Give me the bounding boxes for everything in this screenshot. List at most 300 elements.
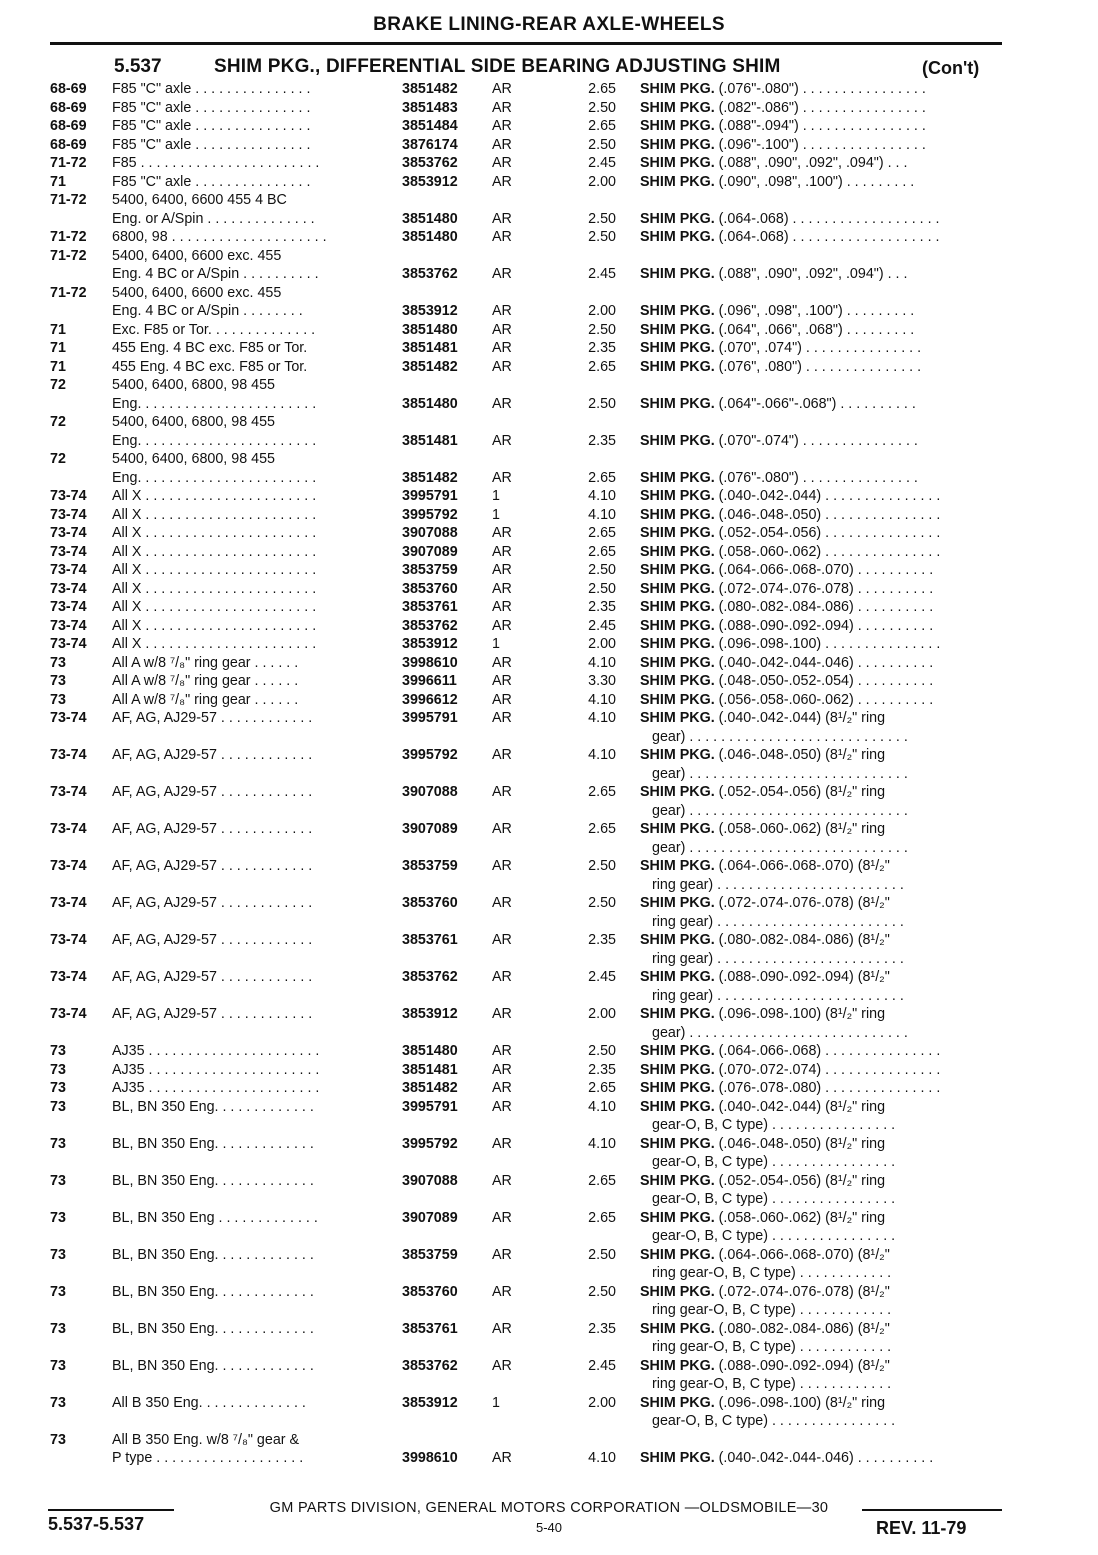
part-number-cell: 3907089 (402, 543, 458, 560)
description-cell (640, 543, 1004, 562)
table-row (0, 1079, 1098, 1098)
table-row (0, 654, 1098, 673)
part-number-cell: 3995791 (402, 488, 458, 504)
description-cell (640, 358, 1004, 377)
year-cell: 71-72 (50, 284, 87, 301)
quantity-cell: AR (492, 1061, 512, 1078)
application-cell: AF, AG, AJ29-57 . . . . . . . . . . . . (112, 895, 313, 911)
table-row-continuation (0, 1338, 1098, 1357)
list-price-cell: 2.50 (588, 562, 616, 578)
table-row (0, 487, 1098, 506)
description-label: SHIM PKG. (640, 932, 715, 948)
list-price-cell: 2.50 (588, 321, 616, 338)
description-cell (640, 598, 1004, 617)
description-text: ring gear-O, B, C type) . . . . . . . . . . . . (652, 1265, 892, 1281)
description-text: (.052-.054-.056) . . . . . . . . . . . . . . . (714, 525, 941, 541)
part-number-cell: 3853760 (402, 580, 458, 597)
description-label: SHIM PKG. (640, 358, 715, 375)
year-cell: 72 (50, 377, 66, 393)
description-cell (640, 561, 1004, 580)
description-cell (652, 1024, 1016, 1043)
description-cell (652, 1116, 1016, 1135)
table-row (0, 1042, 1098, 1061)
table-row (0, 783, 1098, 802)
description-text: (.096", .098", .100") . . . . . . . . . (714, 303, 915, 319)
year-cell: 73-74 (50, 784, 87, 800)
year-cell: 68-69 (50, 81, 87, 97)
description-label: SHIM PKG. (640, 1283, 715, 1300)
description-text: (.096"-.100") . . . . . . . . . . . . . . . . (714, 136, 926, 153)
quantity-cell: AR (492, 1006, 512, 1022)
table-row (0, 1172, 1098, 1191)
year-cell: 71-72 (50, 247, 87, 264)
quantity-cell: AR (492, 340, 512, 356)
quantity-cell: AR (492, 321, 512, 338)
part-number-cell: 3853761 (402, 599, 458, 615)
table-row (0, 339, 1098, 358)
description-text: (.040-.042-.044) . . . . . . . . . . . . . . . (714, 488, 941, 504)
list-price-cell: 4.10 (588, 691, 616, 708)
quantity-cell: AR (492, 1209, 512, 1226)
table-row (0, 617, 1098, 636)
description-cell (640, 1061, 1004, 1080)
description-text: (.046-.048-.050) (8¹/₂" ring (714, 1135, 886, 1152)
section-continued: (Con't) (922, 58, 980, 78)
part-number-cell: 3851483 (402, 99, 458, 116)
year-cell: 71 (50, 358, 66, 375)
list-price-cell: 2.65 (588, 1172, 616, 1189)
quantity-cell: AR (492, 858, 512, 874)
description-cell (640, 80, 1004, 99)
description-label: SHIM PKG. (640, 580, 715, 597)
description-text: (.088", .090", .092", .094") . . . (714, 266, 908, 282)
description-label: SHIM PKG. (640, 210, 715, 227)
table-row (0, 635, 1098, 654)
application-cell: F85 "C" axle . . . . . . . . . . . . . . . (112, 81, 311, 97)
application-cell: 455 Eng. 4 BC exc. F85 or Tor. (112, 340, 308, 356)
description-cell (640, 691, 1004, 710)
description-text: (.080-.082-.084-.086) (8¹/₂" (714, 1320, 890, 1337)
application-cell: Eng. 4 BC or A/Spin . . . . . . . . . . (112, 266, 319, 282)
description-text: gear) . . . . . . . . . . . . . . . . . . . . . . . . . . . . (652, 728, 908, 745)
part-number-cell: 3907089 (402, 1209, 458, 1226)
application-cell: Eng. . . . . . . . . . . . . . . . . . . . . . . (112, 469, 317, 486)
application-cell: Eng. or A/Spin . . . . . . . . . . . . . . (112, 210, 315, 227)
quantity-cell: AR (492, 118, 512, 134)
description-text: (.096-.098-.100) (8¹/₂" ring (714, 1006, 886, 1022)
description-text: (.082"-.086") . . . . . . . . . . . . . . . . (714, 99, 926, 116)
quantity-cell: 1 (492, 488, 500, 504)
description-cell (640, 339, 1004, 358)
year-cell: 73 (50, 1043, 66, 1059)
application-cell: BL, BN 350 Eng. . . . . . . . . . . . . (112, 1098, 314, 1115)
description-label: SHIM PKG. (640, 617, 715, 634)
description-label: SHIM PKG. (640, 488, 715, 504)
description-label: SHIM PKG. (640, 858, 715, 874)
part-number-cell: 3851480 (402, 229, 458, 245)
description-cell (640, 746, 1004, 765)
application-cell: All X . . . . . . . . . . . . . . . . . . . . . . (112, 617, 317, 634)
table-row (0, 1431, 1098, 1450)
description-text: (.064-.068) . . . . . . . . . . . . . . . . . . . (714, 229, 940, 245)
list-price-cell: 2.45 (588, 155, 616, 171)
application-cell: Eng. . . . . . . . . . . . . . . . . . . . . . . (112, 432, 317, 449)
list-price-cell: 2.35 (588, 340, 616, 356)
application-cell: BL, BN 350 Eng. . . . . . . . . . . . . (112, 1172, 314, 1189)
part-number-cell: 3998610 (402, 654, 458, 671)
table-row-continuation (0, 876, 1098, 895)
part-number-cell: 3998610 (402, 1450, 458, 1466)
application-cell: AF, AG, AJ29-57 . . . . . . . . . . . . (112, 784, 313, 800)
table-row (0, 432, 1098, 451)
application-cell: All X . . . . . . . . . . . . . . . . . . . . . . (112, 525, 317, 541)
part-number-cell: 3907089 (402, 821, 458, 837)
list-price-cell: 2.50 (588, 580, 616, 597)
description-cell (640, 524, 1004, 543)
description-text: ring gear-O, B, C type) . . . . . . . . . . . . (652, 1376, 892, 1392)
year-cell: 73 (50, 691, 66, 708)
quantity-cell: AR (492, 303, 512, 319)
list-price-cell: 4.10 (588, 747, 616, 763)
table-row-continuation (0, 1190, 1098, 1209)
quantity-cell: AR (492, 969, 512, 985)
description-label: SHIM PKG. (640, 1357, 715, 1374)
description-cell (640, 469, 1004, 488)
quantity-cell: AR (492, 895, 512, 911)
description-text: (.058-.060-.062) (8¹/₂" ring (714, 821, 886, 837)
list-price-cell: 2.50 (588, 895, 616, 911)
quantity-cell: AR (492, 617, 512, 634)
year-cell: 72 (50, 451, 66, 467)
description-label: SHIM PKG. (640, 1320, 715, 1337)
year-cell: 71 (50, 340, 66, 356)
description-text: (.064-.066-.068) . . . . . . . . . . . . . . . (714, 1043, 941, 1059)
table-row (0, 191, 1098, 210)
description-cell (652, 950, 1016, 969)
description-cell (640, 635, 1004, 654)
quantity-cell: 1 (492, 1394, 500, 1411)
table-row (0, 80, 1098, 99)
description-label: SHIM PKG. (640, 469, 715, 486)
description-text: (.076", .080") . . . . . . . . . . . . . . . (714, 358, 922, 375)
description-label: SHIM PKG. (640, 229, 715, 245)
description-text: (.040-.042-.044-.046) . . . . . . . . . . (714, 1450, 934, 1466)
description-label: SHIM PKG. (640, 895, 715, 911)
part-number-cell: 3853761 (402, 1320, 458, 1337)
description-label: SHIM PKG. (640, 432, 715, 449)
description-text: gear-O, B, C type) . . . . . . . . . . . . . . . . (652, 1413, 896, 1429)
application-cell: Exc. F85 or Tor. . . . . . . . . . . . . . (112, 321, 316, 338)
quantity-cell: AR (492, 599, 512, 615)
year-cell: 73 (50, 1098, 66, 1115)
table-row (0, 709, 1098, 728)
application-cell: AJ35 . . . . . . . . . . . . . . . . . . . . . . (112, 1043, 320, 1059)
list-price-cell: 2.35 (588, 932, 616, 948)
description-text: (.040-.042-.044-.046) . . . . . . . . . . (714, 654, 934, 671)
year-cell: 71 (50, 321, 66, 338)
table-row-continuation (0, 1412, 1098, 1431)
application-cell: BL, BN 350 Eng. . . . . . . . . . . . . (112, 1135, 314, 1152)
application-cell: AF, AG, AJ29-57 . . . . . . . . . . . . (112, 710, 313, 726)
description-text: (.072-.074-.076-.078) (8¹/₂" (714, 895, 890, 911)
table-row (0, 136, 1098, 155)
quantity-cell: AR (492, 99, 512, 116)
table-row (0, 1357, 1098, 1376)
description-label: SHIM PKG. (640, 969, 715, 985)
description-label: SHIM PKG. (640, 1135, 715, 1152)
year-cell: 73-74 (50, 747, 87, 763)
table-row-continuation (0, 1024, 1098, 1043)
application-cell: All X . . . . . . . . . . . . . . . . . . . . . . (112, 636, 317, 652)
application-cell: BL, BN 350 Eng. . . . . . . . . . . . . (112, 1283, 314, 1300)
quantity-cell: 1 (492, 636, 500, 652)
description-cell (640, 228, 1004, 247)
quantity-cell: AR (492, 543, 512, 560)
table-row-continuation (0, 1301, 1098, 1320)
description-cell (652, 1375, 1016, 1394)
table-row (0, 1320, 1098, 1339)
year-cell: 72 (50, 414, 66, 430)
description-text: gear-O, B, C type) . . . . . . . . . . . . . . . . (652, 1191, 896, 1207)
quantity-cell: AR (492, 173, 512, 190)
part-number-cell: 3853759 (402, 1246, 458, 1263)
application-cell: All X . . . . . . . . . . . . . . . . . . . . . . (112, 580, 317, 597)
part-number-cell: 3995792 (402, 506, 458, 523)
year-cell: 73-74 (50, 580, 87, 597)
description-text: (.096-.098-.100) . . . . . . . . . . . . . . . (714, 636, 941, 652)
application-cell: All X . . . . . . . . . . . . . . . . . . . . . . (112, 562, 317, 578)
part-number-cell: 3907088 (402, 525, 458, 541)
table-row (0, 154, 1098, 173)
application-cell: AF, AG, AJ29-57 . . . . . . . . . . . . (112, 821, 313, 837)
year-cell: 71-72 (50, 192, 87, 208)
description-cell (640, 709, 1004, 728)
table-row (0, 1209, 1098, 1228)
part-number-cell: 3851481 (402, 1061, 458, 1078)
quantity-cell: AR (492, 673, 512, 689)
description-text: (.088"-.094") . . . . . . . . . . . . . . . . (714, 118, 926, 134)
quantity-cell: AR (492, 1246, 512, 1263)
quantity-cell: 1 (492, 506, 500, 523)
application-cell: All A w/8 ⁷/₈" ring gear . . . . . . (112, 654, 299, 671)
description-cell (652, 1153, 1016, 1172)
description-text: gear-O, B, C type) . . . . . . . . . . . . . . . . (652, 1228, 896, 1244)
year-cell: 73 (50, 1357, 66, 1374)
description-text: (.076"-.080") . . . . . . . . . . . . . . . . (714, 81, 926, 97)
description-cell (640, 1357, 1004, 1376)
description-label: SHIM PKG. (640, 1394, 715, 1411)
application-cell: BL, BN 350 Eng. . . . . . . . . . . . . (112, 1246, 314, 1263)
description-label: SHIM PKG. (640, 784, 715, 800)
description-cell (640, 1005, 1004, 1024)
description-cell (640, 1283, 1004, 1302)
description-label: SHIM PKG. (640, 821, 715, 837)
table-row (0, 321, 1098, 340)
description-label: SHIM PKG. (640, 1061, 715, 1078)
part-number-cell: 3853912 (402, 1394, 458, 1411)
year-cell: 68-69 (50, 136, 87, 153)
part-number-cell: 3876174 (402, 136, 458, 153)
application-cell: AF, AG, AJ29-57 . . . . . . . . . . . . (112, 747, 313, 763)
list-price-cell: 4.10 (588, 1135, 616, 1152)
part-number-cell: 3853912 (402, 173, 458, 190)
table-row-continuation (0, 802, 1098, 821)
table-row (0, 376, 1098, 395)
application-cell: Eng. 4 BC or A/Spin . . . . . . . . (112, 303, 303, 319)
year-cell: 68-69 (50, 118, 87, 134)
description-cell (640, 1172, 1004, 1191)
description-label: SHIM PKG. (640, 1450, 715, 1466)
description-label: SHIM PKG. (640, 654, 715, 671)
table-row (0, 931, 1098, 950)
quantity-cell: AR (492, 1080, 512, 1096)
description-cell (640, 117, 1004, 136)
description-label: SHIM PKG. (640, 1080, 715, 1096)
description-text: (.080-.082-.084-.086) . . . . . . . . . . (714, 599, 934, 615)
description-text: (.064"-.066"-.068") . . . . . . . . . . (714, 395, 916, 412)
application-cell: 5400, 6400, 6800, 98 455 (112, 451, 275, 467)
description-text: (.076"-.080") . . . . . . . . . . . . . . . (714, 469, 918, 486)
section-number: 5.537 (114, 56, 162, 77)
year-cell: 73 (50, 1061, 66, 1078)
list-price-cell: 2.50 (588, 1246, 616, 1263)
description-text: (.064-.068) . . . . . . . . . . . . . . . . . . . (714, 210, 940, 227)
description-text: (.052-.054-.056) (8¹/₂" ring (714, 1172, 886, 1189)
table-row (0, 395, 1098, 414)
list-price-cell: 2.65 (588, 784, 616, 800)
description-cell (640, 968, 1004, 987)
description-cell (652, 1301, 1016, 1320)
list-price-cell: 4.10 (588, 710, 616, 726)
quantity-cell: AR (492, 654, 512, 671)
description-cell (640, 857, 1004, 876)
list-price-cell: 2.65 (588, 543, 616, 560)
description-cell (640, 99, 1004, 118)
part-number-cell: 3851482 (402, 1080, 458, 1096)
year-cell: 73-74 (50, 543, 87, 560)
quantity-cell: AR (492, 1357, 512, 1374)
list-price-cell: 2.65 (588, 358, 616, 375)
table-row (0, 1061, 1098, 1080)
list-price-cell: 2.35 (588, 432, 616, 449)
description-cell (652, 1412, 1016, 1431)
year-cell: 73-74 (50, 895, 87, 911)
part-number-cell: 3851481 (402, 432, 458, 449)
description-cell (640, 1449, 1004, 1468)
description-text: (.088-.090-.092-.094) (8¹/₂" (714, 1357, 890, 1374)
part-number-cell: 3995791 (402, 710, 458, 726)
application-cell: All X . . . . . . . . . . . . . . . . . . . . . . (112, 599, 317, 615)
table-row (0, 1394, 1098, 1413)
description-text: (.064-.066-.068-.070) (8¹/₂" (714, 1246, 890, 1263)
description-text: (.070"-.074") . . . . . . . . . . . . . . . (714, 432, 918, 449)
description-cell (640, 265, 1004, 284)
description-cell (652, 876, 1016, 895)
part-number-cell: 3996611 (402, 673, 457, 689)
part-number-cell: 3853759 (402, 858, 458, 874)
application-cell: 5400, 6400, 6600 exc. 455 (112, 247, 282, 264)
section-title: SHIM PKG., DIFFERENTIAL SIDE BEARING ADJUSTING SHIM (214, 56, 781, 77)
quantity-cell: AR (492, 747, 512, 763)
description-cell (640, 154, 1004, 173)
description-cell (640, 894, 1004, 913)
description-cell (652, 1264, 1016, 1283)
description-text: (.070-.072-.074) . . . . . . . . . . . . . . . (714, 1061, 941, 1078)
part-number-cell: 3995791 (402, 1098, 458, 1115)
part-number-cell: 3853912 (402, 636, 458, 652)
description-cell (640, 395, 1004, 414)
description-text: (.040-.042-.044) (8¹/₂" ring (714, 710, 886, 726)
quantity-cell: AR (492, 691, 512, 708)
description-text: (.064-.066-.068-.070) (8¹/₂" (714, 858, 890, 874)
application-cell: BL, BN 350 Eng. . . . . . . . . . . . . (112, 1320, 314, 1337)
year-cell: 73-74 (50, 710, 87, 726)
description-label: SHIM PKG. (640, 99, 715, 116)
description-cell (640, 1394, 1004, 1413)
description-text: (.048-.050-.052-.054) . . . . . . . . . . (714, 673, 934, 689)
description-text: gear) . . . . . . . . . . . . . . . . . . . . . . . . . . . . (652, 839, 908, 856)
description-text: (.096-.098-.100) (8¹/₂" ring (714, 1394, 886, 1411)
year-cell: 73 (50, 1172, 66, 1189)
table-row (0, 469, 1098, 488)
list-price-cell: 2.50 (588, 395, 616, 412)
quantity-cell: AR (492, 1283, 512, 1300)
description-text: (.052-.054-.056) (8¹/₂" ring (714, 784, 886, 800)
table-row (0, 968, 1098, 987)
quantity-cell: AR (492, 136, 512, 153)
description-text: gear-O, B, C type) . . . . . . . . . . . . . . . . (652, 1154, 896, 1170)
application-cell: All X . . . . . . . . . . . . . . . . . . . . . . (112, 543, 317, 560)
description-cell (640, 1042, 1004, 1061)
description-text: gear) . . . . . . . . . . . . . . . . . . . . . . . . . . . . (652, 765, 908, 782)
list-price-cell: 4.10 (588, 1450, 616, 1466)
year-cell: 73-74 (50, 599, 87, 615)
quantity-cell: AR (492, 562, 512, 578)
footer-section-range: 5.537-5.537 (48, 1514, 145, 1534)
parts-table (0, 80, 1098, 1468)
application-cell: 455 Eng. 4 BC exc. F85 or Tor. (112, 358, 308, 375)
year-cell: 73-74 (50, 562, 87, 578)
description-text: (.058-.060-.062) (8¹/₂" ring (714, 1209, 886, 1226)
table-row (0, 1449, 1098, 1468)
table-row (0, 561, 1098, 580)
description-cell (640, 617, 1004, 636)
part-number-cell: 3851484 (402, 118, 458, 134)
part-number-cell: 3853759 (402, 562, 458, 578)
year-cell: 73-74 (50, 858, 87, 874)
quantity-cell: AR (492, 821, 512, 837)
list-price-cell: 2.35 (588, 599, 616, 615)
application-cell: Eng. . . . . . . . . . . . . . . . . . . . . . . (112, 395, 317, 412)
description-text: gear) . . . . . . . . . . . . . . . . . . . . . . . . . . . . (652, 802, 908, 819)
table-row (0, 1246, 1098, 1265)
list-price-cell: 2.50 (588, 1043, 616, 1059)
description-cell (640, 173, 1004, 192)
description-cell (640, 136, 1004, 155)
table-row (0, 894, 1098, 913)
table-row-continuation (0, 950, 1098, 969)
description-text: (.088", .090", .092", .094") . . . (714, 155, 908, 171)
application-cell: F85 "C" axle . . . . . . . . . . . . . . . (112, 173, 311, 190)
table-row-continuation (0, 1227, 1098, 1246)
table-row (0, 358, 1098, 377)
year-cell: 73-74 (50, 506, 87, 523)
footer-revision: REV. 11-79 (876, 1518, 967, 1538)
description-text: (.056-.058-.060-.062) . . . . . . . . . . (714, 691, 934, 708)
description-text: (.076-.078-.080) . . . . . . . . . . . . . . . (714, 1080, 941, 1096)
description-cell (652, 765, 1016, 784)
description-cell (640, 1209, 1004, 1228)
